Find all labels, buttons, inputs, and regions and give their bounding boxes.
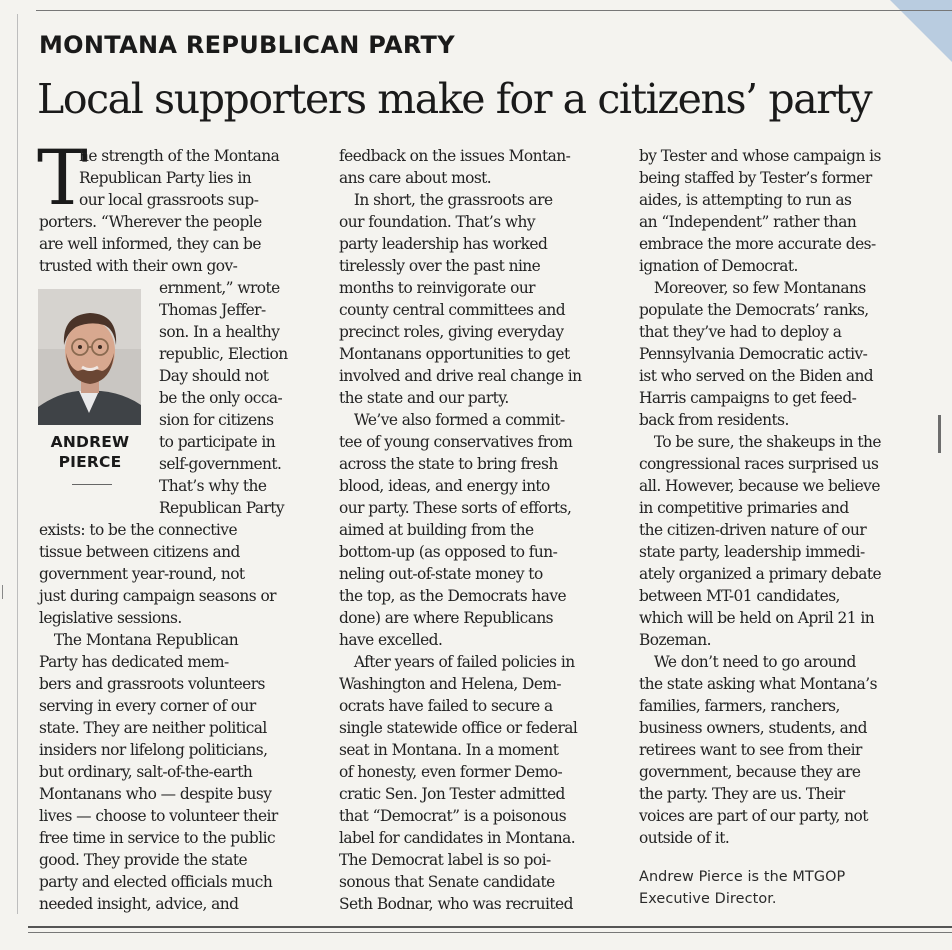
drop-cap: T xyxy=(37,133,88,222)
text-line: to participate in xyxy=(159,433,276,451)
text-line: Pennsylvania Democratic activ- xyxy=(639,345,868,363)
text-line: That’s why the xyxy=(159,477,267,495)
author-tagline xyxy=(639,866,845,910)
text-line: outside of it. xyxy=(639,829,730,847)
bottom-rule xyxy=(28,932,952,933)
text-line: done) are where Republicans xyxy=(339,609,554,627)
text-line: which will be held on April 21 in xyxy=(639,609,875,627)
text-line: retirees want to see from their xyxy=(639,741,862,759)
text-line: sion for citizens xyxy=(159,411,274,429)
text-line: self-government. xyxy=(159,455,282,473)
text-line: Party has dedicated mem- xyxy=(39,653,229,671)
text-line: needed insight, advice, and xyxy=(39,895,239,913)
text-line: the state asking what Montana’s xyxy=(639,675,877,693)
text-line: Republican Party xyxy=(159,499,285,517)
text-line: serving in every corner of our xyxy=(39,697,256,715)
text-line: We’ve also formed a commit- xyxy=(339,411,565,429)
text-line: government year-round, not xyxy=(39,565,245,583)
text-line: voices are part of our party, not xyxy=(639,807,868,825)
text-line: bottom-up (as opposed to fun- xyxy=(339,543,558,561)
text-line: party and elected officials much xyxy=(39,873,273,891)
article-column-2 xyxy=(339,145,624,915)
text-line: the top, as the Democrats have xyxy=(339,587,567,605)
text-line: Washington and Helena, Dem- xyxy=(339,675,562,693)
text-line: ocrats have failed to secure a xyxy=(339,697,553,715)
text-line: an “Independent” rather than xyxy=(639,213,857,231)
text-line: aides, is attempting to run as xyxy=(639,191,852,209)
text-line: tissue between citizens and xyxy=(39,543,240,561)
text-line: our party. These sorts of efforts, xyxy=(339,499,572,517)
text-line: legislative sessions. xyxy=(39,609,182,627)
text-line: all. However, because we believe xyxy=(639,477,880,495)
text-line: To be sure, the shakeups in the xyxy=(639,433,881,451)
text-line: After years of failed policies in xyxy=(339,653,575,671)
text-line: ately organized a primary debate xyxy=(639,565,882,583)
text-line: Moreover, so few Montanans xyxy=(639,279,866,297)
text-line: embrace the more accurate des- xyxy=(639,235,876,253)
text-line: porters. “Wherever the people xyxy=(39,213,262,231)
tagline-line: Executive Director. xyxy=(639,891,777,907)
text-line: The Montana Republican xyxy=(39,631,239,649)
text-line: exists: to be the connective xyxy=(39,521,238,539)
text-line: ignation of Democrat. xyxy=(639,257,798,275)
text-line: our local grassroots sup- xyxy=(79,191,259,209)
text-line: state. They are neither political xyxy=(39,719,267,737)
bottom-rule xyxy=(28,926,952,928)
text-line: in competitive primaries and xyxy=(639,499,849,517)
text-line: aimed at building from the xyxy=(339,521,534,539)
text-line: involved and drive real change in xyxy=(339,367,582,385)
text-line: county central committees and xyxy=(339,301,566,319)
text-line: he strength of the Montana xyxy=(79,147,280,165)
text-line: ernment,” wrote xyxy=(159,279,280,297)
text-line: have excelled. xyxy=(339,631,443,649)
text-line: are well informed, they can be xyxy=(39,235,261,253)
text-line: but ordinary, salt-of-the-earth xyxy=(39,763,253,781)
headline: Local supporters make for a citizens’ party xyxy=(37,75,872,123)
text-line: tee of young conservatives from xyxy=(339,433,573,451)
text-line: Harris campaigns to get feed- xyxy=(639,389,857,407)
text-line: Montanans who — despite busy xyxy=(39,785,272,803)
text-line: single statewide office or federal xyxy=(339,719,578,737)
text-line: sonous that Senate candidate xyxy=(339,873,555,891)
text-line: good. They provide the state xyxy=(39,851,248,869)
text-line: tirelessly over the past nine xyxy=(339,257,541,275)
text-line: of honesty, even former Demo- xyxy=(339,763,563,781)
text-line: cratic Sen. Jon Tester admitted xyxy=(339,785,565,803)
top-rule xyxy=(36,10,952,11)
text-line: ans care about most. xyxy=(339,169,492,187)
text-line: The Democrat label is so poi- xyxy=(339,851,551,869)
text-line: republic, Election xyxy=(159,345,288,363)
text-line: congressional races surprised us xyxy=(639,455,879,473)
text-line: business owners, students, and xyxy=(639,719,867,737)
text-line: We don’t need to go around xyxy=(639,653,856,671)
text-line: months to reinvigorate our xyxy=(339,279,535,297)
text-line: that “Democrat” is a poisonous xyxy=(339,807,567,825)
tagline-line: Andrew Pierce is the MTGOP xyxy=(639,869,846,885)
text-line: families, farmers, ranchers, xyxy=(639,697,840,715)
text-line: the state and our party. xyxy=(339,389,509,407)
adjacent-page-mark xyxy=(938,415,941,453)
article-column-1 xyxy=(39,145,324,915)
text-line: by Tester and whose campaign is xyxy=(639,147,881,165)
text-line: back from residents. xyxy=(639,411,789,429)
text-line: be the only occa- xyxy=(159,389,283,407)
text-line: being staffed by Tester’s former xyxy=(639,169,872,187)
text-line: that they’ve had to deploy a xyxy=(639,323,842,341)
adjacent-page-mark xyxy=(2,585,9,599)
text-line: just during campaign seasons or xyxy=(39,587,276,605)
text-line: seat in Montana. In a moment xyxy=(339,741,559,759)
text-line: between MT-01 candidates, xyxy=(639,587,840,605)
text-line: Montanans opportunities to get xyxy=(339,345,570,363)
text-line: Thomas Jeffer- xyxy=(159,301,266,319)
text-line: across the state to bring fresh xyxy=(339,455,558,473)
text-line: Day should not xyxy=(159,367,269,385)
text-line: ist who served on the Biden and xyxy=(639,367,874,385)
article-column-3 xyxy=(639,145,929,849)
text-line: label for candidates in Montana. xyxy=(339,829,576,847)
author-first-name: ANDREW xyxy=(50,433,130,451)
section-label: MONTANA REPUBLICAN PARTY xyxy=(39,31,455,59)
text-line: neling out-of-state money to xyxy=(339,565,543,583)
page-edge-line xyxy=(17,14,18,914)
text-line: trusted with their own gov- xyxy=(39,257,238,275)
text-line: In short, the grassroots are xyxy=(339,191,553,209)
text-line: populate the Democrats’ ranks, xyxy=(639,301,869,319)
text-line: free time in service to the public xyxy=(39,829,276,847)
text-line: son. In a healthy xyxy=(159,323,280,341)
text-line: the party. They are us. Their xyxy=(639,785,845,803)
text-line: blood, ideas, and energy into xyxy=(339,477,550,495)
text-line: our foundation. That’s why xyxy=(339,213,536,231)
text-line: precinct roles, giving everyday xyxy=(339,323,564,341)
text-line: bers and grassroots volunteers xyxy=(39,675,265,693)
text-line: party leadership has worked xyxy=(339,235,548,253)
text-line: state party, leadership immedi- xyxy=(639,543,865,561)
text-line: Republican Party lies in xyxy=(79,169,252,187)
text-line: lives — choose to volunteer their xyxy=(39,807,278,825)
text-line: insiders nor lifelong politicians, xyxy=(39,741,268,759)
text-line: Bozeman. xyxy=(639,631,711,649)
text-line: the citizen-driven nature of our xyxy=(639,521,867,539)
text-line: feedback on the issues Montan- xyxy=(339,147,571,165)
text-line: Seth Bodnar, who was recruited xyxy=(339,895,573,913)
author-last-name: PIERCE xyxy=(58,453,122,471)
text-line: government, because they are xyxy=(639,763,861,781)
